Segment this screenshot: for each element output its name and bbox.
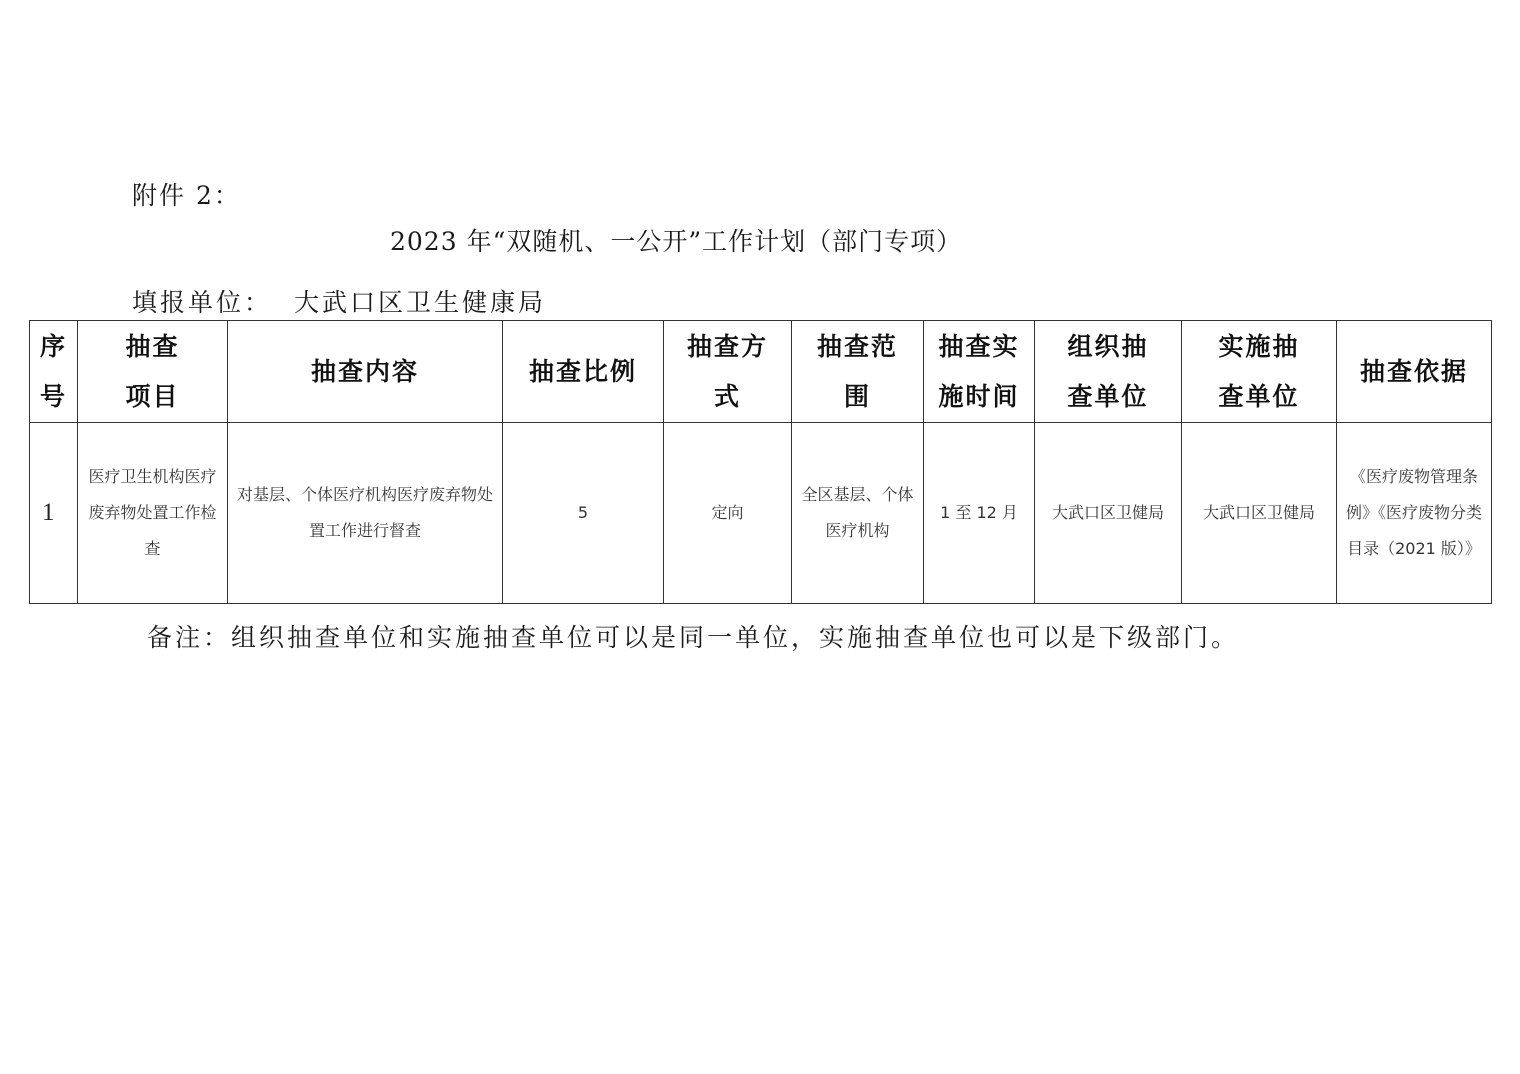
cell-item: 医疗卫生机构医疗废弃物处置工作检查 (78, 423, 228, 604)
header-method-line-2: 式 (713, 381, 741, 411)
header-time (924, 321, 1035, 423)
cell-method: 定向 (664, 423, 792, 604)
header-item (78, 321, 228, 423)
header-content (228, 321, 503, 423)
header-org-unit-line-1: 组织抽 (1067, 331, 1149, 361)
cell-scope: 全区基层、个体医疗机构 (792, 423, 924, 604)
header-time-line-1: 抽查实 (938, 331, 1020, 361)
header-basis (1337, 321, 1492, 423)
header-method-line-1: 抽查方 (686, 331, 768, 361)
header-org-unit (1035, 321, 1182, 423)
header-time-line-2: 施时间 (938, 381, 1020, 411)
header-seq-line-2: 号 (39, 381, 67, 411)
header-item-line-1: 抽查 (125, 331, 180, 361)
cell-seq: 1 (30, 423, 78, 604)
footnote: 备注：组织抽查单位和实施抽查单位可以是同一单位，实施抽查单位也可以是下级部门。 (147, 623, 1240, 652)
header-impl-unit (1182, 321, 1337, 423)
header-method (664, 321, 792, 423)
header-item-line-2: 项目 (125, 381, 180, 411)
header-scope-line-2: 围 (843, 381, 871, 411)
header-seq-line-1: 序 (39, 331, 67, 361)
cell-impl-unit: 大武口区卫健局 (1182, 423, 1337, 604)
document-title: 2023 年“双随机、一公开”工作计划（部门专项） (390, 227, 963, 256)
header-content-line-1: 抽查内容 (310, 356, 419, 386)
table-header-row (30, 321, 1492, 423)
reporting-unit (132, 283, 546, 319)
table-row (30, 423, 1492, 604)
header-seq (30, 321, 78, 423)
cell-basis: 《医疗废物管理条例》《医疗废物分类目录（2021 版）》 (1337, 423, 1492, 604)
reporting-unit-value: 大武口区卫生健康局 (294, 288, 547, 317)
cell-content: 对基层、个体医疗机构医疗废弃物处置工作进行督查 (228, 423, 503, 604)
reporting-unit-label: 填报单位： (132, 288, 273, 317)
cell-time: 1 至 12 月 (924, 423, 1035, 604)
attachment-label: 附件 2： (132, 181, 241, 210)
header-basis-line-1: 抽查依据 (1359, 356, 1468, 386)
header-impl-unit-line-1: 实施抽 (1218, 331, 1300, 361)
header-impl-unit-line-2: 查单位 (1218, 381, 1300, 411)
header-ratio-line-1: 抽查比例 (528, 356, 637, 386)
header-ratio (503, 321, 664, 423)
cell-org-unit: 大武口区卫健局 (1035, 423, 1182, 604)
header-scope-line-1: 抽查范 (816, 331, 898, 361)
cell-ratio: 5 (503, 423, 664, 604)
inspection-plan-table (29, 320, 1492, 604)
header-org-unit-line-2: 查单位 (1067, 381, 1149, 411)
header-scope (792, 321, 924, 423)
